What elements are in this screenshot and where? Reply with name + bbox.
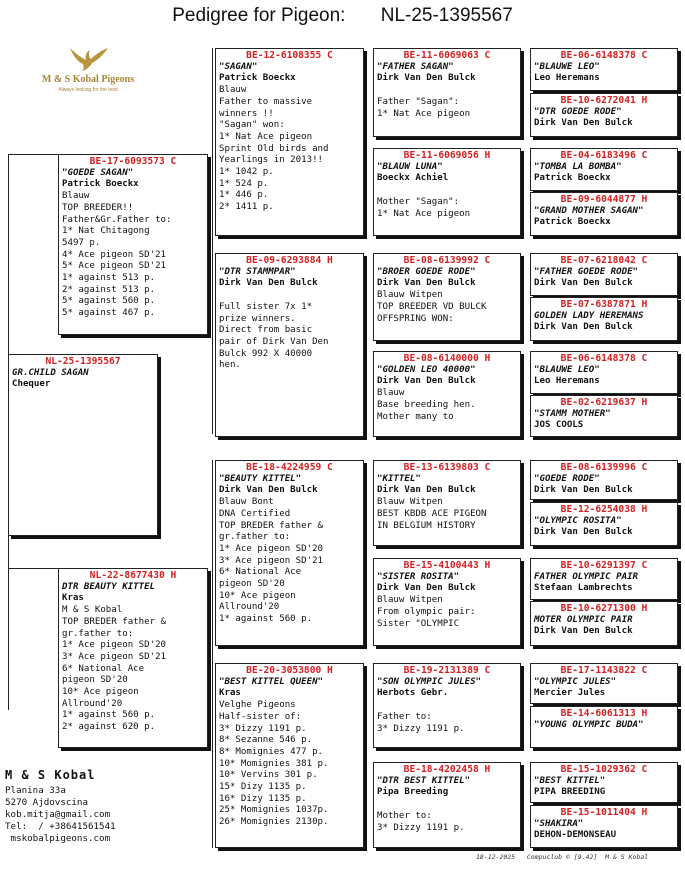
bracket-line [8, 568, 58, 569]
pigeon-info: Blauw Father to massive winners !! "Sagan" won: 1* Nat Ace pigeon Sprint Old birds and Yearlings in 2013!! 1* 1042 p. 1* 524 p. 1* 446 p. 2* 1411 p. [219, 85, 329, 213]
pigeon-info: Father to: 3* Dizzy 1191 p. [377, 711, 465, 734]
pigeon-name: GOLDEN LADY HEREMANS [534, 310, 644, 321]
owner-name: Patrick Boeckx [534, 173, 611, 184]
gg-grandparent-card [530, 502, 678, 546]
ring-number: BE-08-6139992 C [403, 255, 491, 266]
logo-text: M & S Kobal Pigeons [41, 74, 135, 85]
breeder-city-line: 5270 Ajdovscina [5, 796, 88, 808]
great-grandparent-card [373, 558, 521, 646]
owner-name: Patrick Boeckx [62, 179, 139, 190]
title-label: Pedigree for Pigeon: [172, 5, 346, 26]
sire-dam-card [215, 253, 364, 437]
ring-number: BE-17-1143822 C [560, 665, 648, 676]
logo [28, 44, 148, 104]
ring-number: BE-12-6108355 C [246, 50, 333, 61]
owner-name: Chequer [12, 379, 51, 390]
ring-number: BE-15-1029362 C [560, 764, 648, 775]
owner-name: Leo Heremans [534, 376, 600, 387]
ring-number: NL-22-8677430 H [89, 570, 177, 581]
ring-number: BE-10-6271300 H [560, 603, 648, 614]
breeder-phone: Tel: / +38641561541 [5, 820, 116, 832]
owner-name: PIPA BREEDING [534, 787, 606, 798]
pigeon-info: Mother to: 3* Dizzy 1191 p. [377, 810, 465, 833]
owner-name: Dirk Van Den Bulck [534, 626, 633, 637]
pigeon-name: "YOUNG OLYMPIC BUDA" [534, 719, 644, 730]
ring-number: BE-12-6254038 H [560, 504, 648, 515]
owner-name: Dirk Van Den Bulck [377, 73, 476, 84]
ring-number: BE-06-6148378 C [560, 50, 648, 61]
pigeon-info: Blauw Witpen BEST KBDB ACE PIGEON IN BELGIUM HISTORY [377, 497, 487, 531]
pigeon-name: "BLAUWE LEO" [534, 61, 600, 72]
breeder-name: M & S Kobal [5, 768, 96, 782]
dam-card [58, 568, 208, 748]
gg-grandparent-card [530, 351, 678, 394]
pigeon-name: "SISTER ROSITA" [377, 571, 460, 582]
dove-logo-icon [66, 44, 110, 74]
pigeon-name: "FATHER GOEDE RODE" [534, 266, 639, 277]
pigeon-info: Blauw Bont DNA Certified TOP BREDER father & gr.father to: 1* Ace pigeon SD'20 3* Ace pigeon SD'21 6* National Ace pigeon SD'20 10* Ace pigeon Allround'20 1* against 560 p. [219, 497, 324, 625]
ring-number: BE-07-6387871 H [560, 299, 648, 310]
ring-number: BE-19-2131389 C [403, 665, 491, 676]
owner-name: JOS COOLS [534, 420, 584, 431]
pigeon-name: "BEST KITTEL QUEEN" [219, 676, 324, 687]
pigeon-name: "GRAND MOTHER SAGAN" [534, 205, 644, 216]
pigeon-info: Blauw TOP BREEDER!! Father&Gr.Father to: 1* Nat Chitagong 5497 p. 4* Ace pigeon SD'21 5* Ace pigeon SD'21 1* against 513 p. 2* against 513 p. 5* against 560 p. 5* against 467 p. [62, 191, 172, 319]
bracket-line [212, 48, 213, 434]
owner-name: Patrick Boeckx [219, 73, 296, 84]
gg-grandparent-card [530, 558, 678, 600]
pigeon-name: "BROER GOEDE RODE" [377, 266, 476, 277]
gg-grandparent-card [530, 253, 678, 296]
owner-name: Dirk Van Den Bulck [534, 322, 633, 333]
ring-number: BE-08-6140000 H [403, 353, 491, 364]
ring-number: BE-18-4202458 H [403, 764, 491, 775]
page-title [0, 5, 685, 27]
pigeon-name: "SAGAN" [219, 61, 258, 72]
pigeon-name: "OLYMPIC ROSITA" [534, 515, 622, 526]
pigeon-name: "BEAUTY KITTEL" [219, 473, 302, 484]
pigeon-name: "DTR STAMMPAR" [219, 266, 296, 277]
pigeon-name: "OLYMPIC JULES" [534, 676, 617, 687]
ring-number: BE-18-4224959 C [246, 462, 333, 473]
pigeon-name: "KITTEL" [377, 473, 421, 484]
owner-name: Mercier Jules [534, 688, 606, 699]
ring-number: BE-15-4100443 H [403, 560, 491, 571]
pigeon-info: Father "Sagan": 1* Nat Ace pigeon [377, 96, 471, 119]
owner-name: Patrick Boeckx [534, 217, 611, 228]
owner-name: Dirk Van Den Bulck [534, 278, 633, 289]
ring-number: BE-17-6093573 C [89, 156, 177, 167]
ring-number: BE-08-6139996 C [560, 462, 648, 473]
great-grandparent-card [373, 663, 521, 748]
pigeon-info: Blauw Base breeding hen. Mother many to [377, 388, 476, 422]
ring-number: BE-09-6293884 H [246, 255, 333, 266]
pigeon-info: Blauw Witpen TOP BREEDER VD BULCK OFFSPRING WON: [377, 290, 487, 324]
pigeon-info: Mother "Sagan": 1* Nat Ace pigeon [377, 196, 471, 219]
ring-number: BE-02-6219637 H [560, 397, 648, 408]
subject-pigeon-card [8, 354, 158, 536]
dam-sire-card [215, 460, 364, 646]
ring-number: BE-04-6183496 C [560, 150, 648, 161]
sire-sire-card [215, 48, 364, 236]
owner-name: Dirk Van Den Bulck [377, 278, 476, 289]
gg-grandparent-card [530, 460, 678, 500]
ring-number: BE-14-6061313 H [560, 708, 648, 719]
gg-grandparent-card [530, 601, 678, 646]
ring-number: BE-07-6218042 C [560, 255, 648, 266]
ring-number: BE-11-6069063 C [403, 50, 491, 61]
breeder-contact [5, 770, 116, 844]
dam-dam-card [215, 663, 364, 848]
ring-number: BE-11-6069056 H [403, 150, 491, 161]
pigeon-name: FATHER OLYMPIC PAIR [534, 571, 639, 582]
gg-grandparent-card [530, 148, 678, 191]
pigeon-name: "FATHER SAGAN" [377, 61, 454, 72]
gg-grandparent-card [530, 192, 678, 236]
pigeon-info: Blauw Witpen From olympic pair: Sister "OLYMPIC [377, 595, 476, 629]
owner-name: Dirk Van Den Bulck [534, 485, 633, 496]
pigeon-info: M & S Kobal TOP BREDER father & gr.father to: 1* Ace pigeon SD'20 3* Ace pigeon SD'21 6* National Ace pigeon SD'20 10* Ace pigeon Allround'20 1* against 560 p. 2* against 620 p. [62, 605, 167, 733]
ring-number: BE-06-6148378 C [560, 353, 648, 364]
gg-grandparent-card [530, 93, 678, 137]
gg-grandparent-card [530, 48, 678, 91]
breeder-email: kob.mitja@gmail.com [5, 808, 111, 820]
pigeon-name: "STAMM MOTHER" [534, 408, 611, 419]
ring-number: BE-10-6291397 C [560, 560, 648, 571]
footer-note: 18-12-2025 Compuclub © [9.42] M & S Kobal [476, 853, 649, 861]
pigeon-name: "BEST KITTEL" [534, 775, 606, 786]
owner-name: Leo Heremans [534, 73, 600, 84]
ring-number: BE-13-6139803 C [403, 462, 491, 473]
owner-name: Dirk Van Den Bulck [377, 376, 476, 387]
owner-name: Stefaan Lambrechts [534, 583, 633, 594]
owner-name: Dirk Van Den Bulck [219, 485, 318, 496]
bracket-line [8, 154, 58, 155]
pigeon-name: "DTR GOEDE RODE" [534, 106, 622, 117]
pigeon-name: GR.CHILD SAGAN [12, 367, 89, 378]
pigeon-name: MOTER OLYMPIC PAIR [534, 614, 633, 625]
sire-card [58, 154, 208, 335]
great-grandparent-card [373, 148, 521, 236]
pigeon-name: "SON OLYMPIC JULES" [377, 676, 482, 687]
owner-name: Dirk Van Den Bulck [377, 485, 476, 496]
owner-name: Kras [219, 688, 241, 699]
breeder-address-line: Planina 33a [5, 784, 66, 796]
ring-number: NL-25-1395567 [45, 356, 121, 367]
owner-name: DEHON-DEMONSEAU [534, 830, 617, 841]
gg-grandparent-card [530, 297, 678, 341]
owner-name: Dirk Van Den Bulck [377, 583, 476, 594]
pigeon-name: "GOEDE SAGAN" [62, 167, 134, 178]
pigeon-name: "GOEDE RODE" [534, 473, 600, 484]
ring-number: BE-20-3053800 H [246, 665, 333, 676]
pigeon-name: "GOLDEN LEO 40000" [377, 364, 476, 375]
pigeon-name: "SHAKIRA" [534, 818, 584, 829]
ring-number: BE-10-6272041 H [560, 95, 648, 106]
gg-grandparent-card [530, 395, 678, 437]
great-grandparent-card [373, 351, 521, 437]
ring-number: BE-09-6044877 H [560, 194, 648, 205]
owner-name: Dirk Van Den Bulck [534, 118, 633, 129]
bracket-line [212, 460, 213, 848]
gg-grandparent-card [530, 762, 678, 803]
ring-number: BE-15-1011404 H [560, 807, 648, 818]
pigeon-info: Velghe Pigeons Half-sister of: 3* Dizzy 1191 p. 8* Sezanne 546 p. 8* Momignies 477 p. 10* Momignies 381 p. 10* Vervins 301 p. 15* Dizy 1135 p. 16* Dizy 1135 p. 25* Momignies 1037p. 26* Momignies 2130p. [219, 700, 329, 828]
owner-name: Boeckx Achiel [377, 173, 449, 184]
great-grandparent-card [373, 762, 521, 848]
pigeon-name: "BLAUW LUNA" [377, 161, 443, 172]
gg-grandparent-card [530, 706, 678, 748]
owner-name: Dirk Van Den Bulck [534, 527, 633, 538]
gg-grandparent-card [530, 663, 678, 704]
great-grandparent-card [373, 253, 521, 341]
pigeon-name: "BLAUWE LEO" [534, 364, 600, 375]
pigeon-name: "DTR BEST KITTEL" [377, 775, 471, 786]
pigeon-info: Full sister 7x 1* prize winners. Direct from basic pair of Dirk Van Den Bulck 992 X 40000 hen. [219, 301, 329, 371]
owner-name: Herbots Gebr. [377, 688, 449, 699]
owner-name: Dirk Van Den Bulck [219, 278, 318, 289]
owner-name: Pipa Breeding [377, 787, 449, 798]
logo-slogan: Always looking for the best [58, 87, 118, 93]
great-grandparent-card [373, 460, 521, 546]
pigeon-name: "TOMBA LA BOMBA" [534, 161, 622, 172]
breeder-website: mskobalpigeons.com [5, 832, 111, 844]
owner-name: Kras [62, 593, 84, 604]
pigeon-name: DTR BEAUTY KITTEL [62, 581, 156, 592]
gg-grandparent-card [530, 805, 678, 848]
great-grandparent-card [373, 48, 521, 137]
title-ring-number: NL-25-1395567 [380, 5, 513, 26]
